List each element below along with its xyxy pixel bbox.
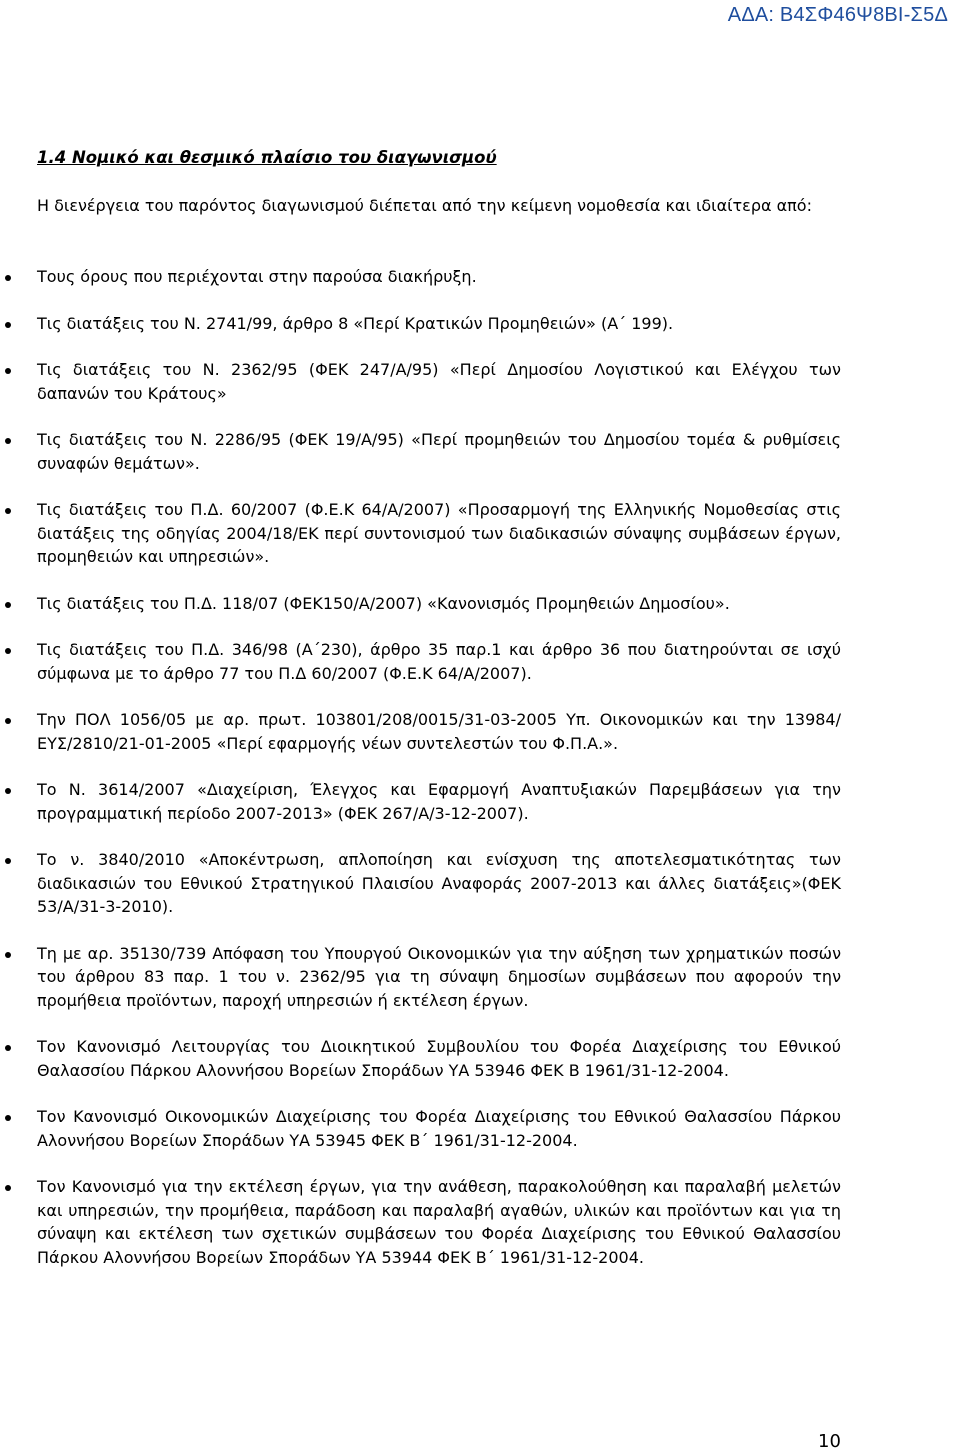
list-item xyxy=(37,428,841,475)
list-item xyxy=(37,1175,841,1269)
list-item xyxy=(37,358,841,405)
page-number: 10 xyxy=(818,1431,841,1452)
bullet-icon xyxy=(5,858,11,864)
list-item xyxy=(37,778,841,825)
list-item xyxy=(37,1035,841,1082)
list-item xyxy=(37,498,841,569)
list-item-text: Το ν. 3840/2010 «Αποκέντρωση, απλοποίηση και ενίσχυση της αποτελεσματικότητας των διαδικασιών του Εθνικού Στρατηγικού Πλαισίου Αναφοράς 2007-2013 και άλλες διατάξεις»(ΦΕΚ 53/Α/31-3-2010). xyxy=(37,850,841,916)
ada-code-header: ΑΔΑ: Β4ΣΦ46Ψ8ΒΙ-Σ5Δ xyxy=(727,4,948,26)
list-item xyxy=(37,942,841,1013)
list-item-text: Τις διατάξεις του Ν. 2741/99, άρθρο 8 «Περί Κρατικών Προμηθειών» (Α΄ 199). xyxy=(37,313,674,333)
bullet-icon xyxy=(5,1115,11,1121)
bullet-icon xyxy=(5,1045,11,1051)
bullet-icon xyxy=(5,1185,11,1191)
list-item-text: Τον Κανονισμό Οικονομικών Διαχείρισης του Φορέα Διαχείρισης του Εθνικού Θαλασσίου Πάρκου Αλοννήσου Βορείων Σποράδων ΥΑ 53945 ΦΕΚ Β΄ 1961/31-12-2004. xyxy=(37,1107,841,1150)
list-item-text: Την ΠΟΛ 1056/05 με αρ. πρωτ. 103801/208/0015/31-03-2005 Υπ. Οικονομικών και την 13984/ΕΥΣ/2810/21-01-2005 «Περί εφαρμογής νέων συντελεστών του Φ.Π.Α.». xyxy=(37,710,841,753)
bullet-icon xyxy=(5,952,11,958)
legal-framework-list xyxy=(0,265,960,1269)
bullet-icon xyxy=(5,368,11,374)
list-item xyxy=(37,592,841,616)
bullet-icon xyxy=(5,788,11,794)
bullet-icon xyxy=(5,648,11,654)
list-item-text: Τις διατάξεις του Π.Δ. 346/98 (Α΄230), άρθρο 35 παρ.1 και άρθρο 36 που διατηρούνται σε ισχύ σύμφωνα με το άρθρο 77 του Π.Δ 60/2007 (Φ.Ε.Κ 64/Α/2007). xyxy=(37,640,841,683)
list-item xyxy=(37,1105,841,1152)
bullet-icon xyxy=(5,602,11,608)
list-item xyxy=(37,848,841,919)
bullet-icon xyxy=(5,438,11,444)
list-item-text: Τον Κανονισμό για την εκτέλεση έργων, για την ανάθεση, παρακολούθηση και παραλαβή μελετών και υπηρεσιών, την προμήθεια, παράδοση και παραλαβή αγαθών, υλικών και προϊόντων και για τη σύναψη και εκτέλεση των σχετικών συμβάσεων του Φορέα Διαχείρισης του Εθνικού Θαλασσίου Πάρκου Αλοννήσου Βορείων Σποράδων ΥΑ 53944 ΦΕΚ Β΄ 1961/31-12-2004. xyxy=(37,1177,841,1267)
bullet-icon xyxy=(5,718,11,724)
list-item-text: Τις διατάξεις του Π.Δ. 60/2007 (Φ.Ε.Κ 64/Α/2007) «Προσαρμογή της Ελληνικής Νομοθεσίας στις διατάξεις της οδηγίας 2004/18/ΕΚ περί συντονισμού των διαδικασιών σύναψης συμβάσεων έργων, προμηθειών και υπηρεσιών». xyxy=(37,500,841,566)
bullet-icon xyxy=(5,322,11,328)
list-item-text: Τη με αρ. 35130/739 Απόφαση του Υπουργού Οικονομικών για την αύξηση των χρηματικών ποσών του άρθρου 83 παρ. 1 του ν. 2362/95 για τη σύναψη δημοσίων συμβάσεων που αφορούν την προμήθεια προϊόντων, παροχή υπηρεσιών ή εκτέλεση έργων. xyxy=(37,943,841,1010)
list-item xyxy=(37,312,841,336)
list-item-text: Τις διατάξεις του Ν. 2286/95 (ΦΕΚ 19/Α/95) «Περί προμηθειών του Δημοσίου τομέα & ρυθμίσεις συναφών θεμάτων». xyxy=(37,430,841,473)
list-item xyxy=(37,708,841,755)
list-item-text: Τον Κανονισμό Λειτουργίας του Διοικητικού Συμβουλίου του Φορέα Διαχείρισης του Εθνικού Θαλασσίου Πάρκου Αλοννήσου Βορείων Σποράδων ΥΑ 53946 ΦΕΚ Β 1961/31-12-2004. xyxy=(37,1037,841,1080)
intro-paragraph: Η διενέργεια του παρόντος διαγωνισμού διέπεται από την κείμενη νομοθεσία και ιδιαίτερα από: xyxy=(37,196,812,215)
list-item-text: Τους όρους που περιέχονται στην παρούσα διακήρυξη. xyxy=(37,267,477,286)
list-item xyxy=(37,638,841,685)
section-title: 1.4 Νομικό και θεσμικό πλαίσιο του διαγωνισμού xyxy=(37,148,497,167)
list-item xyxy=(37,265,841,289)
list-item-text: Τις διατάξεις του Ν. 2362/95 (ΦΕΚ 247/Α/95) «Περί Δημοσίου Λογιστικού και Ελέγχου των δαπανών του Κράτους» xyxy=(37,360,841,403)
bullet-icon xyxy=(5,508,11,514)
bullet-icon xyxy=(5,275,11,281)
list-item-text: Το Ν. 3614/2007 «Διαχείριση, Έλεγχος και Εφαρμογή Αναπτυξιακών Παρεμβάσεων για την προγραμματική περίοδο 2007-2013» (ΦΕΚ 267/Α/3-12-2007). xyxy=(37,780,841,823)
list-item-text: Τις διατάξεις του Π.Δ. 118/07 (ΦΕΚ150/Α/2007) «Κανονισμός Προμηθειών Δημοσίου». xyxy=(37,593,730,613)
